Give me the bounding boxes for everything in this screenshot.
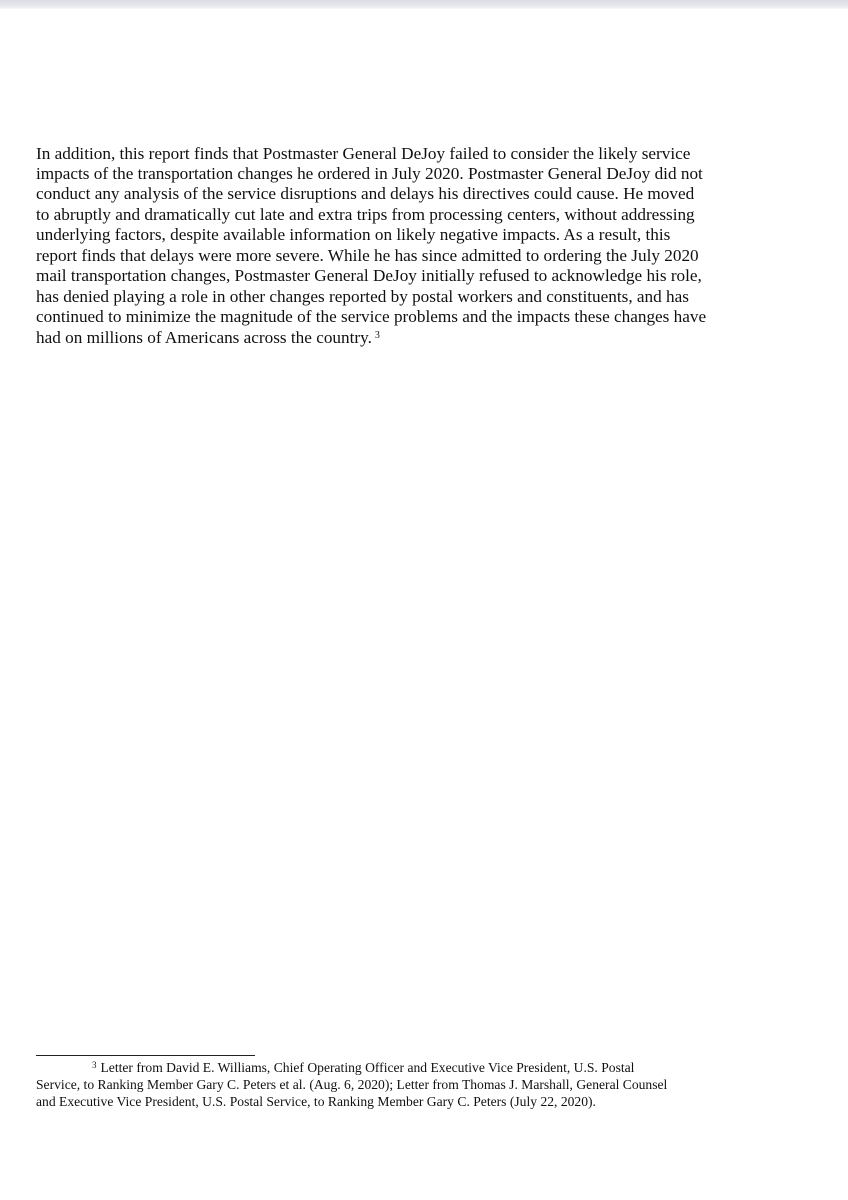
paragraph-line: impacts of the transportation changes he ordered in July 2020. Postmaster General DeJoy did not [36,164,703,183]
viewer-top-edge [0,0,848,9]
paragraph-line: underlying factors, despite available information on likely negative impacts. As a result, this [36,225,671,244]
paragraph-line: to abruptly and dramatically cut late and extra trips from processing centers, without addressing [36,205,695,224]
footnote-marker: 3 [92,1060,97,1070]
footnote-line-text: Letter from David E. Williams, Chief Operating Officer and Executive Vice President, U.S. Postal [100,1060,635,1075]
footnote-line: and Executive Vice President, U.S. Postal Service, to Ranking Member Gary C. Peters (July 22, 2020). [36,1094,596,1109]
paragraph-line: conduct any analysis of the service disruptions and delays his directives could cause. He moved [36,184,695,203]
paragraph-line: continued to minimize the magnitude of the service problems and the impacts these changes have [36,307,707,326]
paragraph-line: mail transportation changes, Postmaster General DeJoy initially refused to acknowledge his role, [36,266,702,285]
paragraph-line: report finds that delays were more severe. While he has since admitted to ordering the July 2020 [36,246,699,265]
paragraph-line: has denied playing a role in other changes reported by postal workers and constituents, and has [36,287,689,306]
footnote-line [92,1059,634,1076]
footnote-separator [36,1055,255,1056]
paragraph-line: In addition, this report finds that Postmaster General DeJoy failed to consider the likely service [36,144,691,163]
document-page [0,9,848,1200]
paragraph-line-text: had on millions of Americans across the country. [36,328,372,347]
footnote-line: Service, to Ranking Member Gary C. Peters et al. (Aug. 6, 2020); Letter from Thomas J. Marshall, General Counsel [36,1077,668,1092]
footnote-reference[interactable]: 3 [374,330,380,341]
paragraph-line-last [36,328,380,348]
